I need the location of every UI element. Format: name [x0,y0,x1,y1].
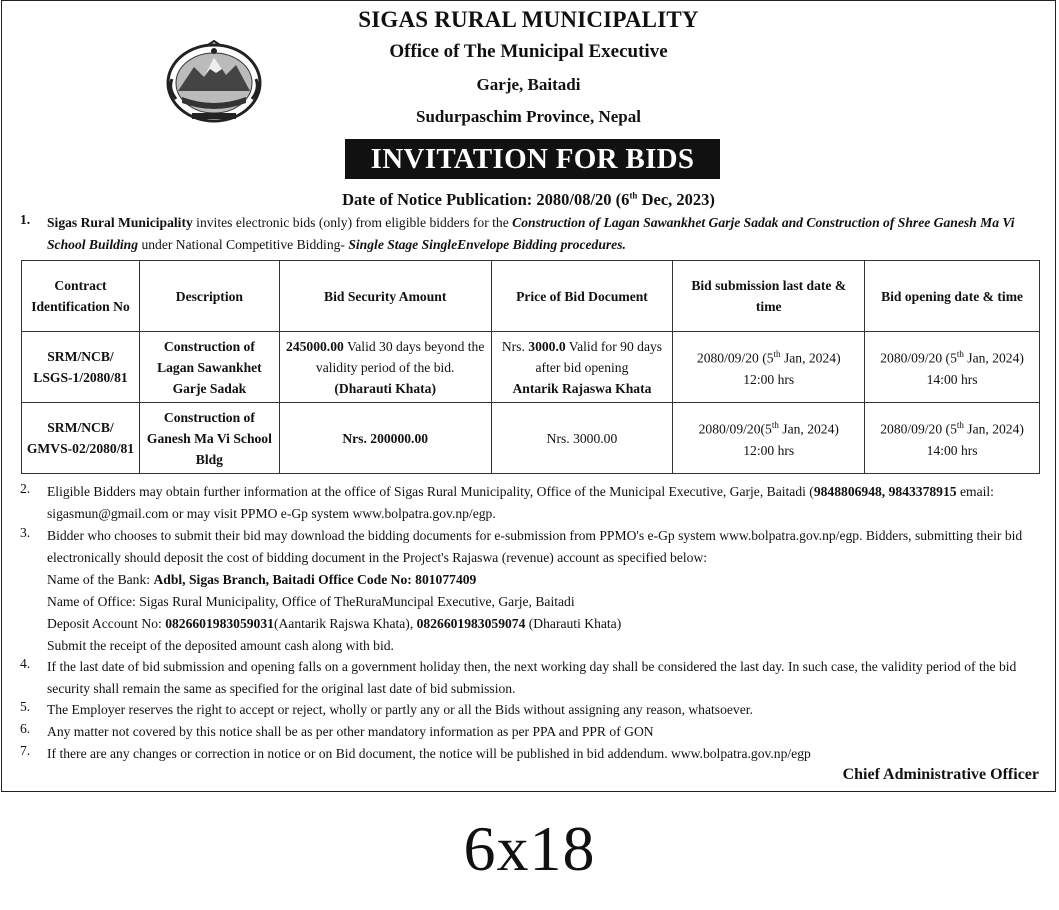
bids-table [21,260,1040,474]
table-row [22,332,1040,403]
signatory-title: Chief Administrative Officer [842,766,1039,783]
ad-size-label: 6x18 [463,813,596,884]
office-location: Garje, Baitadi [476,75,581,94]
description: Construction of Lagan Sawankhet Garje Sadak [139,332,279,403]
contract-id: SRM/NCB/ LSGS-1/2080/81 [22,332,140,403]
bid-document-price: Nrs. 3000.0 Valid for 90 days after bid opening Antarik Rajaswa Khata [491,332,673,403]
table-header-row [22,261,1040,332]
paragraph-5: The Employer reserves the right to accept or reject, wholly or partly any or all the Bids without assigning any reason, whatsoever. [47,702,753,717]
item-number: 1. [20,212,31,227]
office-name: Office of The Municipal Executive [389,41,668,62]
item-number: 7. [20,743,31,758]
paragraph-4: If the last date of bid submission and opening falls on a government holiday then, the next working day shall be considered the last day. In such case, the validity period of the bid security shall remain the same as specified for the original last date of bid submission. [47,659,1017,696]
item-number: 6. [20,721,31,736]
paragraph-6: Any matter not covered by this notice shall be as per other mandatory information as per PPA and PPR of GON [47,724,654,739]
publication-date: Date of Notice Publication: 2080/08/20 (6th Dec, 2023) [342,190,715,209]
invitation-banner: INVITATION FOR BIDS [345,139,720,179]
municipality-name: SIGAS RURAL MUNICIPALITY [358,7,699,32]
column-header: Contract Identification No [22,261,140,332]
paragraph-3: Bidder who chooses to submit their bid may download the bidding documents for e-submission from PPMO's e-Gp system www.bolpatra.gov.np/egp. Bidders, submitting their bid electronically should deposit the cost of bidding document in the Project's Rajaswa (revenue) account as specified below: Name of the Bank: Adbl, Sigas Branch, Baitadi Office Code No: 801077409 Name of Office: Sigas Rural Municipality, Office of TheRuraMuncipal Executive, Garje, Baitadi Deposit Account No: 0826601983059031(Aantarik Rajswa Khata), 0826601983059074 (Dharauti Khata) Submit the receipt of the deposited amount cash along with bid. [47,528,1023,653]
opening-date: 2080/09/20 (5th Jan, 2024) 14:00 hrs [865,403,1040,474]
bid-notice [1,0,1056,792]
column-header: Bid submission last date & time [673,261,865,332]
column-header: Description [139,261,279,332]
item-number: 2. [20,481,31,496]
table-row [22,403,1040,474]
description: Construction of Ganesh Ma Vi School Bldg [139,403,279,474]
column-header: Bid opening date & time [865,261,1040,332]
bid-document-price: Nrs. 3000.00 [491,403,673,474]
paragraph-2: Eligible Bidders may obtain further information at the office of Sigas Rural Municipality, Office of the Municipal Executive, Garje, Baitadi (9848806948, 9843378915 email: sigasmun@gmail.com or may visit PPMO e-Gp system www.bolpatra.gov.np/egp. [47,484,994,521]
column-header: Bid Security Amount [279,261,491,332]
bid-security: Nrs. 200000.00 [279,403,491,474]
opening-date: 2080/09/20 (5th Jan, 2024) 14:00 hrs [865,332,1040,403]
paragraph-1: Sigas Rural Municipality invites electronic bids (only) from eligible bidders for the Construction of Lagan Sawankhet Garje Sadak and Construction of Shree Ganesh Ma Vi School Building under National Competitive Bidding- Single Stage SingleEnvelope Bidding procedures. [47,215,1015,252]
column-header: Price of Bid Document [491,261,673,332]
paragraph-7: If there are any changes or correction in notice or on Bid document, the notice will be published in bid addendum. www.bolpatra.gov.np/egp [47,746,811,761]
submission-date: 2080/09/20 (5th Jan, 2024) 12:00 hrs [673,332,865,403]
item-number: 3. [20,525,31,540]
contract-id: SRM/NCB/ GMVS-02/2080/81 [22,403,140,474]
item-number: 4. [20,656,31,671]
province-name: Sudurpaschim Province, Nepal [416,107,641,126]
submission-date: 2080/09/20(5th Jan, 2024) 12:00 hrs [673,403,865,474]
item-number: 5. [20,699,31,714]
bid-security: 245000.00 Valid 30 days beyond the validity period of the bid. (Dharauti Khata) [279,332,491,403]
